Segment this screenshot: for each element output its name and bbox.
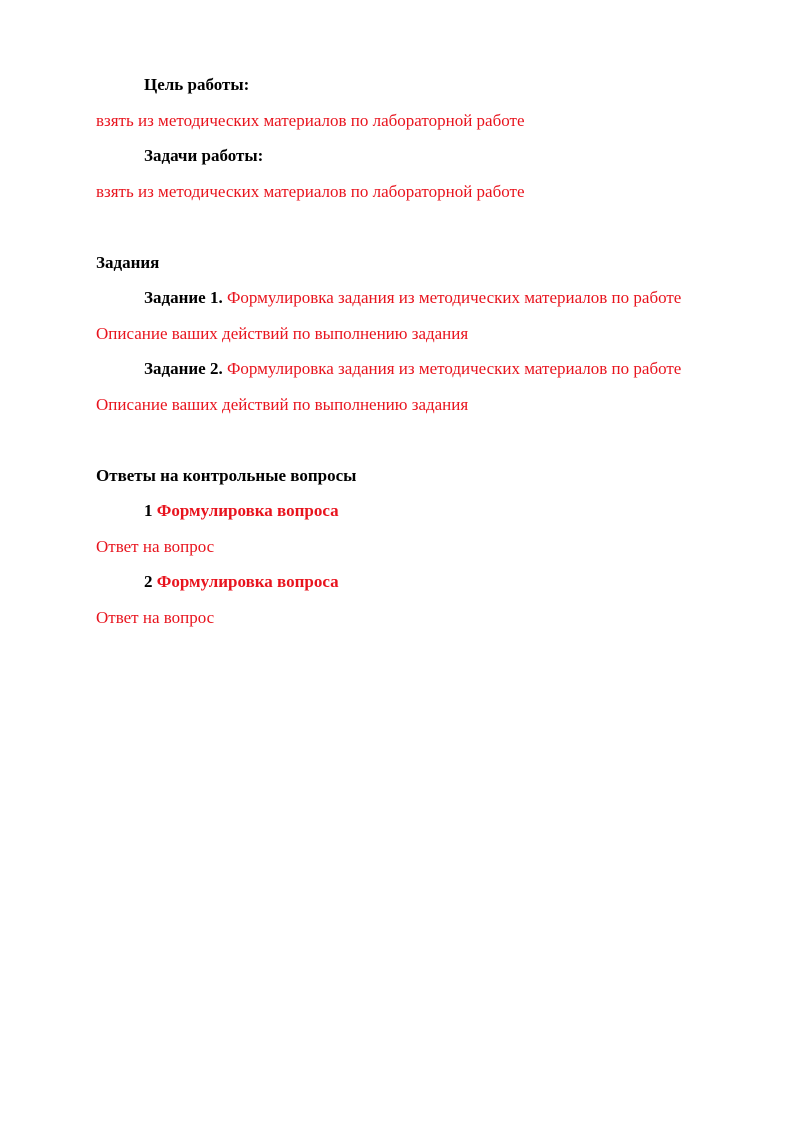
question-1-number: 1	[144, 501, 153, 520]
answer-2-text: Ответ на вопрос	[96, 607, 215, 627]
task-2-description: Описание ваших действий по выполнению задания	[96, 394, 469, 414]
task-2-line	[96, 357, 760, 393]
tasks-heading: Задания	[96, 252, 160, 272]
spacer	[96, 215, 760, 251]
question-1-line	[96, 499, 760, 535]
task-1-label: Задание 1.	[144, 288, 223, 307]
question-2-line	[96, 570, 760, 606]
question-2-text: Формулировка вопроса	[156, 572, 339, 591]
objectives-text: взять из методических материалов по лабораторной работе	[96, 181, 525, 201]
task-1-description: Описание ваших действий по выполнению задания	[96, 323, 469, 343]
question-2-number: 2	[144, 572, 153, 591]
answers-heading: Ответы на контрольные вопросы	[96, 465, 357, 485]
task-1-line	[96, 286, 760, 322]
goal-heading: Цель работы:	[144, 75, 250, 94]
answer-1-text: Ответ на вопрос	[96, 536, 215, 556]
task-2-formulation: Формулировка задания из методических материалов по работе	[226, 359, 682, 378]
goal-text: взять из методических материалов по лабораторной работе	[96, 110, 525, 130]
objectives-heading: Задачи работы:	[144, 146, 264, 165]
task-1-formulation: Формулировка задания из методических материалов по работе	[226, 288, 682, 307]
spacer	[96, 428, 760, 464]
task-2-label: Задание 2.	[144, 359, 223, 378]
question-1-text: Формулировка вопроса	[156, 501, 339, 520]
